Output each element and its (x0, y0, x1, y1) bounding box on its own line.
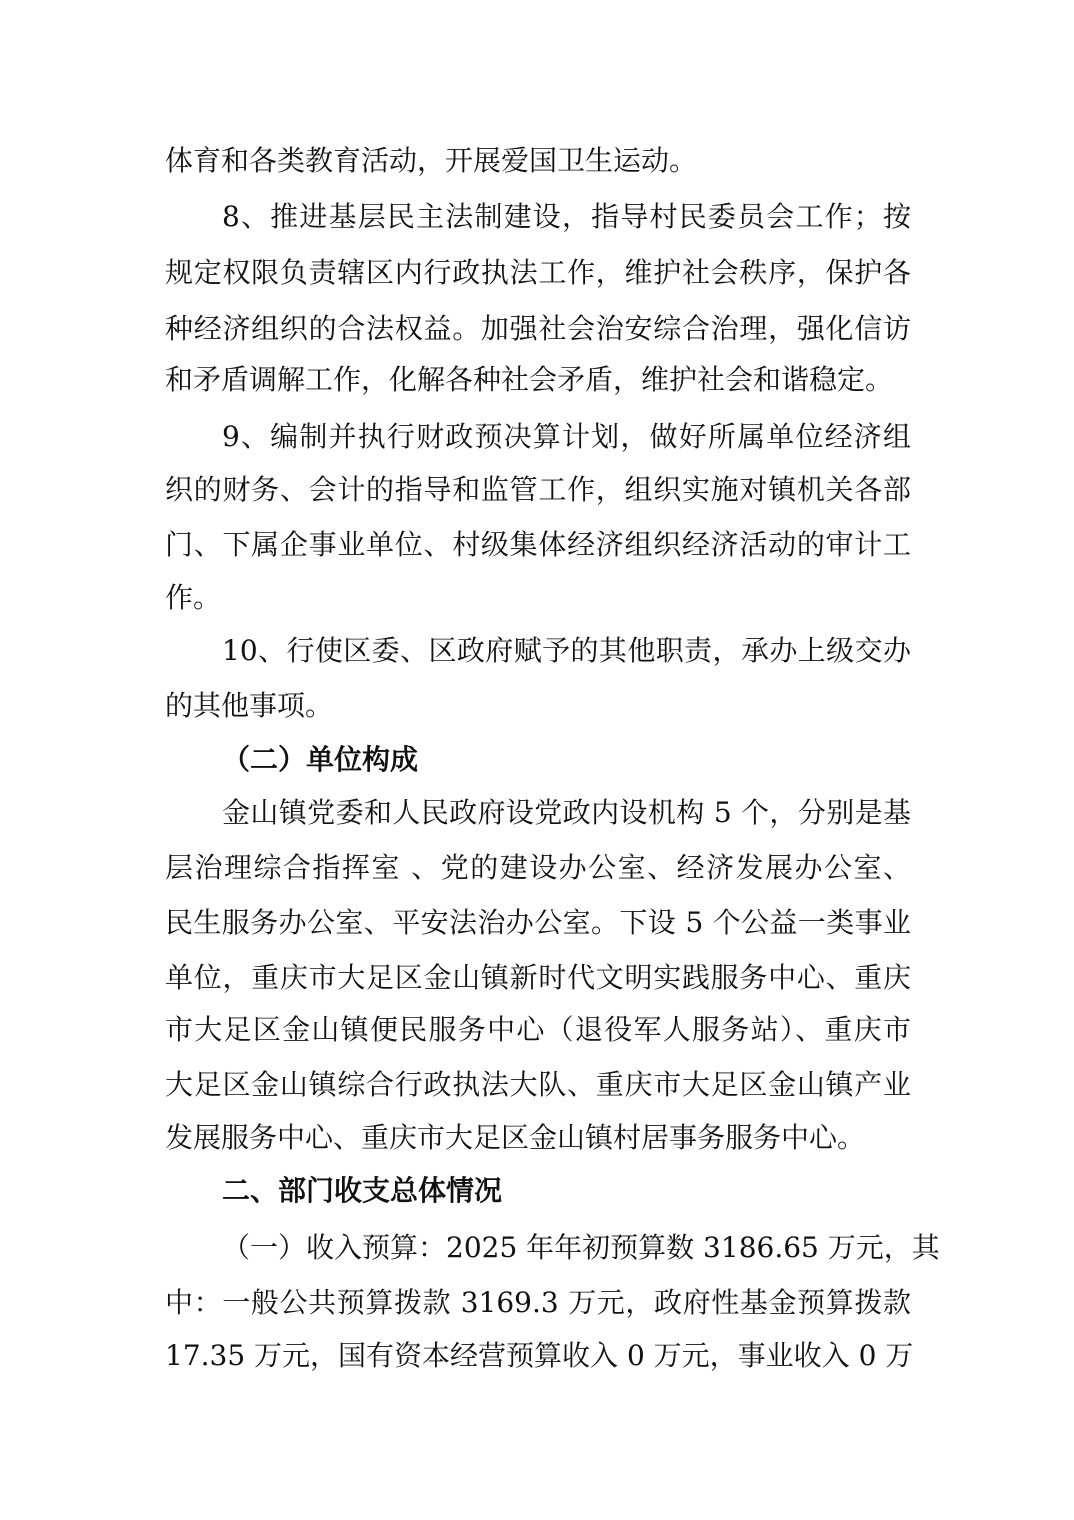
paragraph-line: 规定权限负责辖区内行政执法工作，维护社会秩序，保护各 (165, 256, 911, 289)
paragraph-line: 单位，重庆市大足区金山镇新时代文明实践服务中心、重庆 (165, 961, 911, 994)
paragraph-line: 发展服务中心、重庆市大足区金山镇村居事务服务中心。 (165, 1121, 866, 1154)
paragraph-line: 民生服务办公室、平安法治办公室。下设 5 个公益一类事业 (165, 906, 911, 939)
paragraph-line: 中：一般公共预算拨款 3169.3 万元，政府性基金预算拨款 (165, 1286, 911, 1319)
paragraph-line: 市大足区金山镇便民服务中心（退役军人服务站）、重庆市 (165, 1013, 911, 1046)
paragraph-line: （一）收入预算：2025 年年初预算数 3186.65 万元，其 (222, 1231, 940, 1264)
paragraph-line: 17.35 万元，国有资本经营预算收入 0 万元，事业收入 0 万 (165, 1339, 914, 1372)
section-heading: （二）单位构成 (222, 743, 419, 776)
paragraph-line: 大足区金山镇综合行政执法大队、重庆市大足区金山镇产业 (165, 1068, 911, 1101)
paragraph-line: 9、编制并执行财政预决算计划，做好所属单位经济组 (222, 420, 911, 453)
paragraph-line: 的其他事项。 (165, 689, 334, 722)
paragraph-line: 层治理综合指挥室 、党的建设办公室、经济发展办公室、 (165, 851, 911, 884)
paragraph-line: 8、推进基层民主法制建设，指导村民委员会工作；按 (222, 200, 911, 233)
paragraph-line: 织的财务、会计的指导和监管工作，组织实施对镇机关各部 (165, 473, 911, 506)
paragraph-line: 种经济组织的合法权益。加强社会治安综合治理，强化信访 (165, 312, 911, 345)
paragraph-line: 金山镇党委和人民政府设党政内设机构 5 个，分别是基 (222, 796, 911, 829)
section-heading: 二、部门收支总体情况 (222, 1174, 503, 1207)
paragraph-line: 10、行使区委、区政府赋予的其他职责，承办上级交办 (222, 634, 911, 667)
paragraph-line: 体育和各类教育活动，开展爱国卫生运动。 (165, 144, 698, 177)
paragraph-line: 和矛盾调解工作，化解各种社会矛盾，维护社会和谐稳定。 (165, 363, 894, 396)
paragraph-line: 门、下属企事业单位、村级集体经济组织经济活动的审计工 (165, 528, 911, 561)
paragraph-line: 作。 (165, 581, 222, 614)
